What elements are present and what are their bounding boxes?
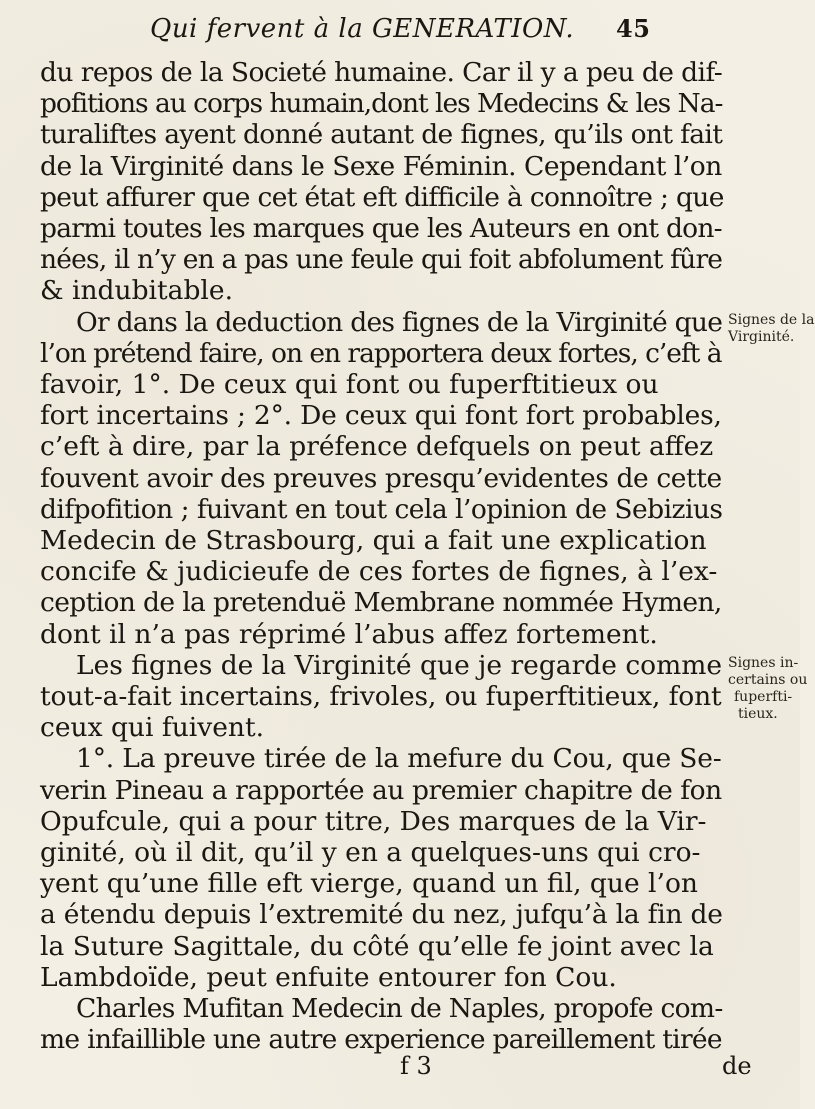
text-line: difpofition ; fuivant en tout cela l’opinion de Sebizius xyxy=(40,493,723,525)
signature-mark: f 3 xyxy=(400,1052,432,1081)
text-line: yent qu’une fille eft vierge, quand un fil, que l’on xyxy=(40,868,698,900)
text-line: Or dans la deduction des fignes de la Virginité que xyxy=(76,306,723,338)
text-line: verin Pineau a rapportée au premier chapitre de fon xyxy=(40,774,722,806)
text-line: peut affurer que cet état eft difficile à connoître ; que xyxy=(40,181,724,213)
margin-note: fuperfti- xyxy=(734,688,793,705)
text-line: Les fignes de la Virginité que je regarde comme xyxy=(76,649,723,681)
text-line: c’eft à dire, par la préfence defquels on peut affez xyxy=(40,431,714,463)
text-line: tout-a-fait incertains, frivoles, ou fuperftitieux, font xyxy=(40,681,722,712)
margin-note: Signes in- xyxy=(728,654,799,671)
catchword: de xyxy=(722,1052,752,1081)
text-line: fouvent avoir des preuves presqu’evidentes de cette xyxy=(40,462,722,494)
text-line: fort incertains ; 2°. De ceux qui font fort probables, xyxy=(40,400,722,432)
text-line: Medecin de Strasbourg, qui a fait une explication xyxy=(40,525,707,556)
text-line: concife & judicieufe de ces fortes de fignes, à l’ex- xyxy=(40,556,718,588)
running-title: Qui fervent à la GENERATION. xyxy=(150,14,575,44)
text-line: me infaillible une autre experience pareillement tirée xyxy=(40,1024,722,1056)
text-line: dont il n’a pas réprimé l’abus affez fortement. xyxy=(40,618,658,650)
text-line: Charles Mufitan Medecin de Naples, propofe com- xyxy=(76,993,723,1024)
text-line: l’on prétend faire, on en rapportera deux fortes, c’eft à xyxy=(40,337,722,369)
text-line: du repos de la Societé humaine. Car il y a peu de dif- xyxy=(40,57,723,88)
text-line: 1°. La preuve tirée de la mefure du Cou, que Se- xyxy=(76,743,722,775)
margin-note: Virginité. xyxy=(728,328,795,345)
margin-note: certains ou xyxy=(728,671,808,688)
text-line: a étendu depuis l’extremité du nez, jufqu’à la fin de xyxy=(40,899,723,931)
text-line: turaliftes ayent donné autant de fignes, qu’ils ont fait xyxy=(40,119,723,151)
page-number: 45 xyxy=(616,14,651,43)
text-line: & indubitable. xyxy=(40,275,234,307)
text-line: Opufcule, qui a pour titre, Des marques de la Vir- xyxy=(40,805,707,837)
text-line: parmi toutes les marques que les Auteurs en ont don- xyxy=(40,213,722,244)
text-line: nées, il n’y en a pas une feule qui foit abfolument fûre xyxy=(40,244,723,276)
running-header xyxy=(150,14,710,44)
text-line: ceux qui fuivent. xyxy=(40,712,265,744)
margin-note: Signes de la xyxy=(728,311,815,328)
text-line: favoir, 1°. De ceux qui font ou fuperftitieux ou xyxy=(40,369,659,400)
text-line: ginité, où il dit, qu’il y en a quelques-uns qui cro- xyxy=(40,837,701,868)
margin-note: tieux. xyxy=(738,705,778,722)
text-line: Lambdoïde, peut enfuite entourer fon Cou. xyxy=(40,961,617,993)
text-line: ception de la pretenduë Membrane nommée Hymen, xyxy=(40,587,722,619)
text-line: de la Virginité dans le Sexe Féminin. Cependant l’on xyxy=(40,150,722,182)
text-line: la Suture Sagittale, du côté qu’elle fe joint avec la xyxy=(40,930,714,962)
text-line: pofitions au corps humain,dont les Medecins & les Na- xyxy=(40,88,723,120)
